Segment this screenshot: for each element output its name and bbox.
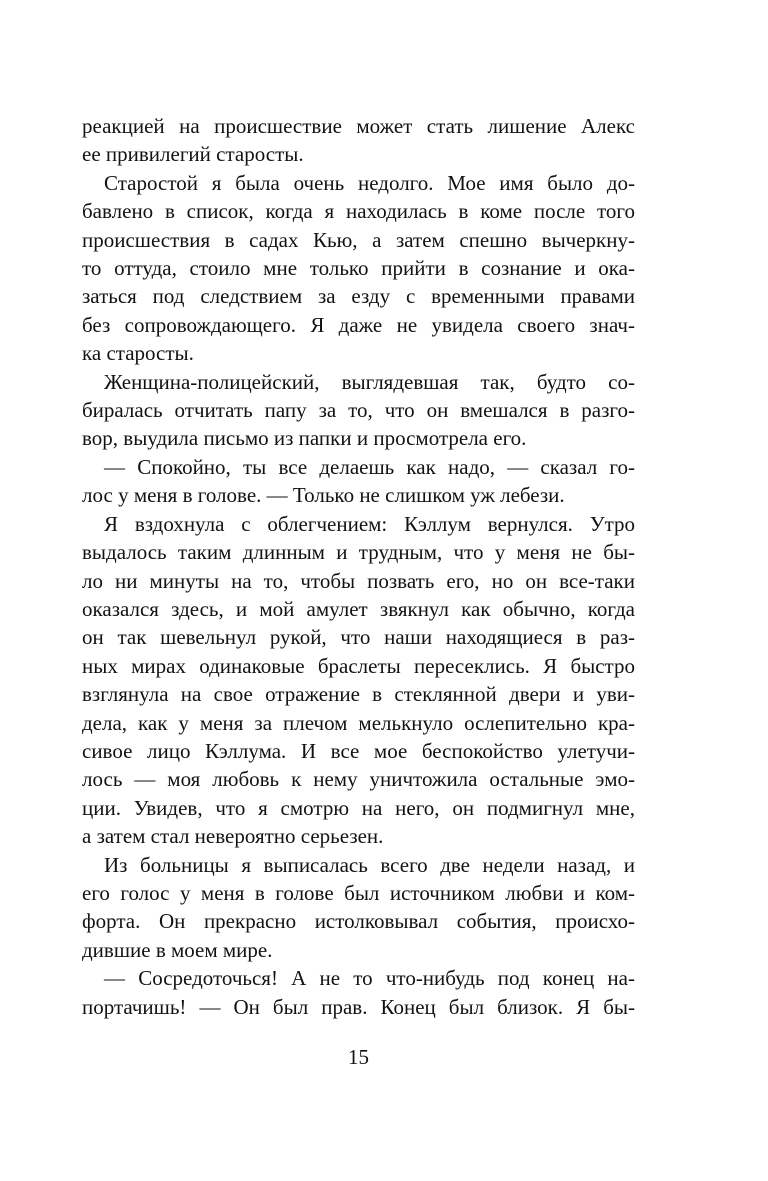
text-line: Старостой я была очень недолго. Мое имя было до- [104, 170, 635, 195]
text-line: — Сосредоточься! А не то что-нибудь под конец на- [104, 966, 635, 991]
paragraph [82, 510, 635, 851]
text-line: ее привилегий старосты. [82, 142, 304, 167]
text-line: Из больницы я выписалась всего две недели назад, и [104, 852, 635, 877]
text-line: взглянула на свое отражение в стеклянной двери и уви- [82, 682, 635, 707]
text-line: он так шевельнул рукой, что наши находящиеся в раз- [82, 625, 635, 650]
text-line: без сопровождающего. Я даже не увидела своего знач- [82, 312, 635, 337]
text-line: вор, выудила письмо из папки и просмотрела его. [82, 426, 527, 451]
text-line: Женщина-полицейский, выглядевшая так, будто со- [104, 369, 635, 394]
paragraph [82, 368, 635, 453]
text-line: бавлено в список, когда я находилась в коме после того [82, 199, 635, 224]
paragraph [82, 169, 635, 368]
page-text [82, 112, 635, 1021]
text-line: лось — моя любовь к нему уничтожила остальные эмо- [82, 767, 635, 792]
text-line: портачишь! — Он был прав. Конец был близок. Я бы- [82, 994, 635, 1019]
text-line: то оттуда, стоило мне только прийти в сознание и ока- [82, 256, 635, 281]
text-line: выдалось таким длинным и трудным, что у меня не бы- [82, 540, 635, 565]
text-line: сивое лицо Кэллума. И все мое беспокойство улетучи- [82, 738, 635, 763]
text-line: ции. Увидев, что я смотрю на него, он подмигнул мне, [82, 795, 635, 820]
text-line: Я вздохнула с облегчением: Кэллум вернулся. Утро [104, 511, 635, 536]
text-line: лос у меня в голове. — Только не слишком уж лебези. [82, 483, 565, 508]
text-line: происшествия в садах Кью, а затем спешно вычеркну- [82, 227, 635, 252]
text-line: реакцией на происшествие может стать лишение Алекс [82, 114, 635, 138]
paragraph [82, 453, 635, 510]
text-line: заться под следствием за езду с временными правами [82, 284, 635, 309]
text-line: форта. Он прекрасно истолковывал события, происхо- [82, 909, 635, 934]
text-line: дившие в моем мире. [82, 937, 273, 962]
text-line: биралась отчитать папу за то, что он вмешался в разго- [82, 398, 635, 423]
text-line: а затем стал невероятно серьезен. [82, 824, 384, 849]
page-number: 15 [348, 1045, 369, 1069]
paragraph [82, 112, 635, 169]
text-line: ло ни минуты на то, чтобы позвать его, но он все-таки [82, 568, 635, 593]
text-line: оказался здесь, и мой амулет звякнул как обычно, когда [82, 596, 635, 621]
text-line: его голос у меня в голове был источником любви и ком- [82, 880, 635, 905]
text-line: ка старосты. [82, 341, 194, 366]
text-line: ных мирах одинаковые браслеты пересеклись. Я быстро [82, 653, 635, 678]
text-line: дела, как у меня за плечом мелькнуло ослепительно кра- [82, 710, 635, 735]
text-line: — Спокойно, ты все делаешь как надо, — сказал го- [104, 454, 635, 479]
paragraph [82, 851, 635, 965]
paragraph [82, 964, 635, 1021]
